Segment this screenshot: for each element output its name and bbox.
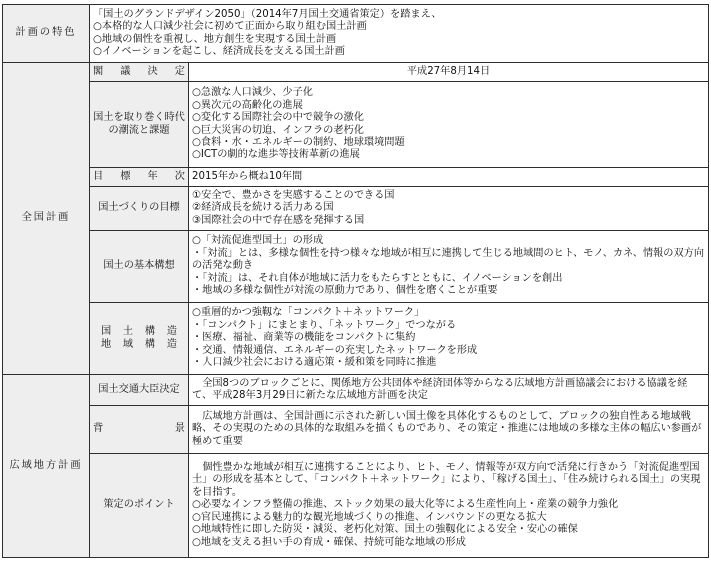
key-point-item: ○地域特性に即した防災・減災、老朽化対策、国土の強靱化による安全・安心の確保: [192, 524, 578, 536]
feature-line: ○地域の個性を重視し、地方創生を実現する国土計画: [93, 33, 337, 45]
key-point-item: ○官民連携による魅力的な観光地域づくりの推進、インバウンドの更なる拡大: [192, 511, 547, 523]
structure-label: [90, 303, 189, 375]
key-point-item: ○地域を支える担い手の育成・確保、持続可能な地域の形成: [192, 536, 466, 548]
feature-line: ○イノベーションを起こし、経済成長を支える国土計画: [93, 45, 345, 57]
trend-item: ○食料・水・エネルギーの制約、地球環境問題: [192, 136, 405, 148]
background-row: [3, 406, 709, 454]
regional-section-label: 広域地方計画: [3, 375, 90, 558]
trend-item: ○ICTの劇的な進歩等技術革新の進展: [192, 149, 360, 161]
national-goals-content: [189, 187, 709, 231]
feature-row: [3, 5, 709, 63]
key-point-item: ○必要なインフラ整備の推進、ストック効果の最大化等による生産性向上・産業の競争力強化: [192, 499, 619, 511]
minister-decision-row: [3, 375, 709, 406]
trend-item: ○異次元の高齢化の進展: [192, 99, 303, 111]
trend-item: ○急激な人口減少、少子化: [192, 87, 313, 99]
goal-item: ③国際社会の中で存在感を発揮する国: [192, 214, 365, 226]
concept-item: ・「対流」とは、多様な個性を持つ様々な地域が相互に連携して生じる地域間のヒト、モノ、カネ、情報の双方向の活発な動き: [192, 247, 705, 272]
background-label: 背景: [90, 406, 189, 454]
feature-line: ○本格的な人口減少社会に初めて正面から取り組む国土計画: [93, 21, 367, 33]
feature-line: 「国土のグランドデザイン2050」（2014年7月国土交通省策定）を踏まえ、: [93, 8, 442, 20]
target-year-row: [3, 168, 709, 187]
structure-item: ○重層的かつ強靱な「コンパクト＋ネットワーク」: [192, 307, 425, 319]
basic-concept-label: 国土の基本構想: [90, 231, 189, 303]
concept-item: ・「対流」は、それ自体が地域に活力をもたらすとともに、イノベーションを創出: [192, 272, 563, 284]
regional-structure-label: 地域構造: [101, 338, 177, 350]
structure-item: ・人口減少社会における適応策・緩和策を同時に推進: [192, 357, 437, 369]
structure-item: ・医療、福祉、商業等の機能をコンパクトに集約: [192, 332, 416, 344]
structure-content: [189, 303, 709, 375]
feature-content: [90, 5, 709, 63]
key-points-text: 個性豊かな地域が相互に連携することにより、ヒト、モノ、情報等が双方向で活発に行きかう「対流促進型国土」の形成を基本として、「コンパクト＋ネットワーク」により、「稼げる国土」、「住み続けられる国土」の実現を目指す。: [192, 462, 701, 498]
key-points-row: [3, 454, 709, 558]
national-goals-label: 国土づくりの目標: [90, 187, 189, 231]
plan-summary-table: [2, 4, 709, 558]
basic-concept-content: [189, 231, 709, 303]
basic-concept-row: [3, 231, 709, 303]
structure-item: ・「コンパクト」にまとまり、「ネットワーク」でつながる: [192, 319, 457, 331]
structure-item: ・交通、情報通信、エネルギーの充実したネットワークを形成: [192, 344, 478, 356]
minister-decision-label: 国土交通大臣決定: [90, 375, 189, 406]
trends-row: [3, 82, 709, 168]
concept-item: ・地域の多様な個性が対流の原動力であり、個性を磨くことが重要: [192, 285, 498, 297]
trends-content: [189, 82, 709, 168]
minister-decision-content: [189, 375, 709, 406]
structure-row: [3, 303, 709, 375]
national-goals-row: [3, 187, 709, 231]
trend-item: ○変化する国際社会の中で競争の激化: [192, 112, 364, 124]
goal-item: ②経済成長を続ける活力ある国: [192, 202, 334, 214]
feature-section-label: 計画の特色: [3, 5, 90, 63]
cabinet-decision-date: 平成27年8月14日: [189, 63, 709, 82]
trends-label: 国土を取り巻く時代の潮流と課題: [90, 82, 189, 168]
trend-item: ○巨大災害の切迫、インフラの老朽化: [192, 124, 364, 136]
background-text: 広域地方計画は、全国計画に示された新しい国土像を具体化するものとして、ブロックの独自性ある地域戦略、その実現のための具体的な取組みを描くものであり、その策定・推進には地域の多様な主体の幅広い参画が極めて重要: [192, 410, 702, 447]
target-year-value: 2015年から概ね10年間: [189, 168, 709, 187]
national-structure-label: 国土構造: [101, 326, 177, 338]
cabinet-decision-label: 閣議決定: [90, 63, 189, 82]
target-year-label: 目標年次: [90, 168, 189, 187]
minister-decision-text: 全国8つのブロックごとに、関係地方公共団体や経済団体等からなる広域地方計画協議会における協議を経て、平成28年3月29日に新たな広域地方計画を決定: [192, 377, 688, 401]
background-content: [189, 406, 709, 454]
key-points-label: 策定のポイント: [90, 454, 189, 558]
concept-item: ○「対流促進型国土」の形成: [192, 235, 324, 247]
cabinet-decision-row: [3, 63, 709, 82]
goal-item: ①安全で、豊かさを実感することのできる国: [192, 189, 395, 201]
key-points-content: [189, 454, 709, 558]
national-section-label: 全国計画: [3, 63, 90, 375]
